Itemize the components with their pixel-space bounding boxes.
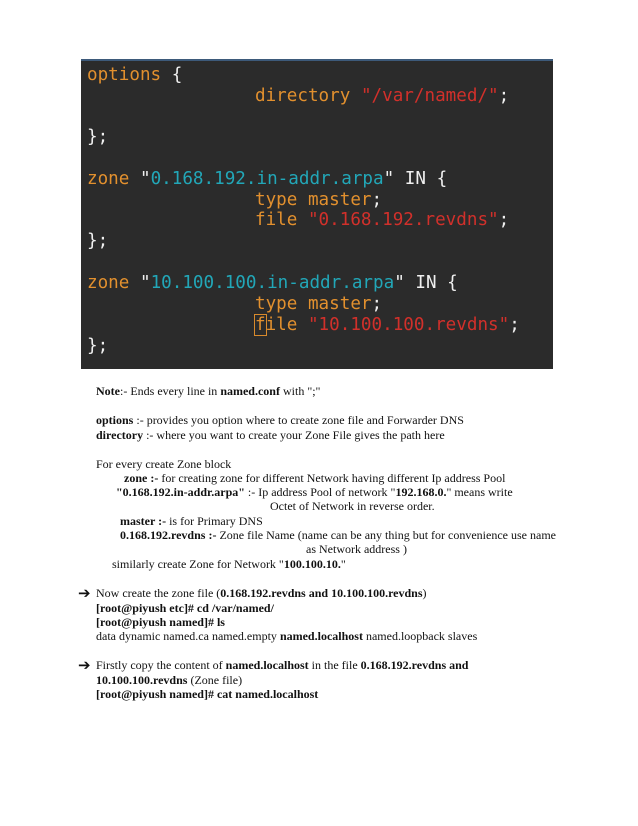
options-description: options :- provides you option where to create zone file and Forwarder DNS (96, 413, 464, 427)
directory-description: directory :- where you want to create your Zone File gives the path here (96, 428, 445, 442)
bullet-copy-content-cont: 10.100.100.revdns (Zone file) (96, 673, 243, 687)
revdns-description-cont: as Network address ) (306, 542, 407, 556)
arrow-bullet-icon: ➔ (78, 584, 91, 602)
command-cat: [root@piyush named]# cat named.localhost (96, 687, 319, 701)
revdns-description: 0.168.192.revdns :- Zone file Name (name can be any thing but for convenience use name (120, 528, 556, 542)
master-description: master :- is for Primary DNS (120, 514, 263, 528)
code-line-close-1: }; (87, 127, 109, 147)
code-line-type-2: type master; (255, 294, 383, 314)
code-line-close-2: }; (87, 231, 109, 251)
code-line-options: options { (87, 65, 183, 85)
code-line-file-2: file "10.100.100.revdns"; (255, 315, 520, 335)
code-line-type-1: type master; (255, 190, 383, 210)
arpa-description-cont: Octet of Network in reverse order. (270, 499, 435, 513)
code-line-zone-1: zone "0.168.192.in-addr.arpa" IN { (87, 169, 448, 189)
bullet-create-zone-file: Now create the zone file (0.168.192.revdns and 10.100.100.revdns) (96, 586, 427, 600)
code-line-zone-2: zone "10.100.100.in-addr.arpa" IN { (87, 273, 458, 293)
arrow-bullet-icon: ➔ (78, 656, 91, 674)
text-cursor: f (255, 315, 266, 335)
bullet-copy-content: Firstly copy the content of named.localhost in the file 0.168.192.revdns and (96, 658, 469, 672)
note-line: Note:- Ends every line in named.conf with ";" (96, 384, 321, 398)
code-line-directory: directory "/var/named/"; (255, 86, 510, 106)
similarly-line: similarly create Zone for Network "100.100.10." (112, 557, 346, 571)
code-line-close-3: }; (87, 336, 109, 356)
command-cd: [root@piyush etc]# cd /var/named/ (96, 601, 274, 615)
zone-description: zone :- for creating zone for different Network having different Ip address Pool (124, 471, 506, 485)
command-ls: [root@piyush named]# ls (96, 615, 225, 629)
ls-output: data dynamic named.ca named.empty named.localhost named.loopback slaves (96, 629, 478, 643)
code-line-file-1: file "0.168.192.revdns"; (255, 210, 510, 230)
arpa-description: "0.168.192.in-addr.arpa" :- Ip address Pool of network "192.168.0." means write (116, 485, 513, 499)
zone-block-heading: For every create Zone block (96, 457, 232, 471)
terminal-screenshot (81, 59, 553, 369)
